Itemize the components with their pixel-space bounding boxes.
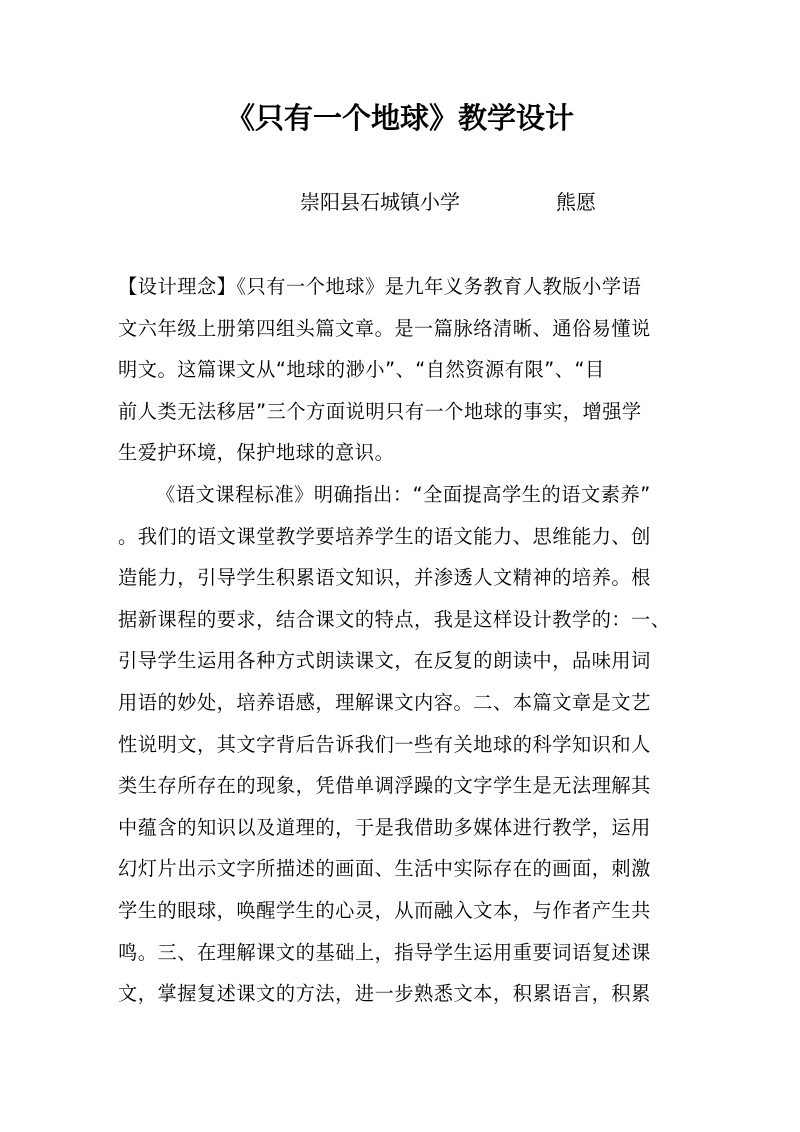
text-line: 类生存所存在的现象，凭借单调浮躁的文字学生是无法理解其 [118, 774, 651, 798]
author-name: 熊愿 [556, 190, 596, 214]
text-line: 鸣。三、在理解课文的基础上，指导学生运用重要词语复述课 [118, 940, 651, 964]
text-line: 学生的眼球，唤醒学生的心灵，从而融入文本，与作者产生共 [118, 898, 651, 922]
text-line: 《语文课程标准》明确指出：“全面提高学生的语文素养” [156, 482, 651, 506]
text-line: 文六年级上册第四组头篇文章。是一篇脉络清晰、通俗易懂说 [118, 316, 651, 340]
text-line: 中蕴含的知识以及道理的，于是我借助多媒体进行教学，运用 [118, 815, 651, 839]
body-text [118, 270, 693, 1019]
text-line: 幻灯片出示文字所描述的画面、生活中实际存在的画面，刺激 [118, 857, 651, 881]
document-title: 《只有一个地球》教学设计 [225, 101, 574, 135]
byline [300, 187, 596, 217]
text-line: 性说明文，其文字背后告诉我们一些有关地球的科学知识和人 [118, 732, 651, 756]
text-line: 【设计理念】《只有一个地球》是九年义务教育人教版小学语 [118, 275, 642, 298]
text-line: 生爱护环境，保护地球的意识。 [118, 441, 395, 465]
text-line: 。我们的语文课堂教学要培养学生的语文能力、思维能力、创 [118, 524, 651, 548]
text-line: 造能力，引导学生积累语文知识，并渗透人文精神的培养。根 [118, 566, 651, 590]
text-line: 引导学生运用各种方式朗读课文，在反复的朗读中，品味用词 [118, 649, 651, 673]
school-name: 崇阳县石城镇小学 [300, 190, 460, 214]
text-line: 用语的妙处，培养语感，理解课文内容。二、本篇文章是文艺 [118, 690, 651, 714]
text-line: 明文。这篇课文从“地球的渺小”、“自然资源有限”、“目 [118, 358, 605, 382]
text-line: 据新课程的要求，结合课文的特点，我是这样设计教学的：一、 [118, 607, 671, 631]
text-line: 前人类无法移居”三个方面说明只有一个地球的事实，增强学 [118, 399, 642, 423]
text-line: 文，掌握复述课文的方法，进一步熟悉文本，积累语言，积累 [118, 982, 651, 1006]
